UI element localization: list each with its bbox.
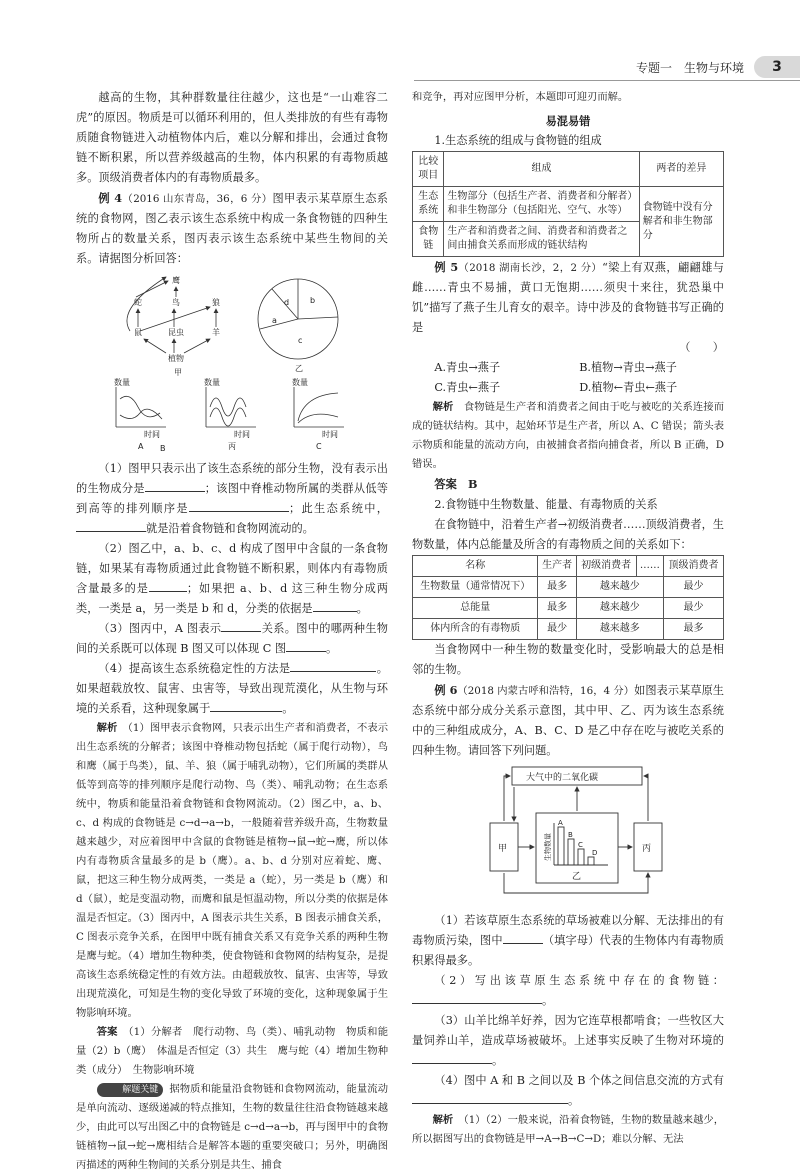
question-1: （1）图甲只表示出了该生态系统的部分生物，没有表示出的生物成分是 ；该图中脊椎动物所属的类群从低等到高等的排列顺序是 ；此生态系统中，就是沿着食物链和食物网流动的。 bbox=[76, 462, 388, 535]
question-4: （4）提高该生态系统稳定性的方法是 。如果超载放牧、鼠害、虫害等，导致出现荒漠化，从生物与环境的关系看，这种现象属于 。 bbox=[76, 659, 388, 719]
relation-table: 名称 生产者 初级消费者 …… 顶级消费者 生物数量（通常情况下） 最多 越来越少 最少 总能量 最多 越来越少 最少 体内所含的有毒物质 最少 越来越多 最多 bbox=[412, 555, 724, 640]
svg-text:B: B bbox=[568, 831, 573, 839]
left-column bbox=[76, 88, 388, 1175]
ex6-question-3: （3）山羊比绵羊好养，因为它连草根都啃食；一些牧区大量饲养山羊，造成草场被破坏。上述事实反映了生物对环境的。 bbox=[412, 1014, 724, 1067]
ex6-question-1: （1）若该草原生态系统的草场被难以分解、无法排出的有毒物质污染，图中 （填字母）代表的生物体内有毒物质积累得最多。 bbox=[412, 914, 724, 967]
ex5-options bbox=[434, 358, 724, 398]
svg-text:大气中的二氧化碳: 大气中的二氧化碳 bbox=[526, 773, 599, 783]
example-4 bbox=[76, 188, 388, 269]
answer-paren: （ ） bbox=[679, 341, 724, 354]
svg-text:时间: 时间 bbox=[322, 430, 338, 439]
ex6-analysis: 解析 （1）（2）一般来说，沿着食物链，生物的数量越来越少，所以据图写出的食物链是甲→A→B→C→D；难以分解、无法 bbox=[412, 1114, 725, 1145]
svg-text:丙: 丙 bbox=[642, 844, 652, 854]
svg-text:数量: 数量 bbox=[114, 378, 130, 387]
option-d: D.植物←青虫←燕子 bbox=[579, 381, 678, 394]
example-label: 例 4 bbox=[98, 191, 123, 205]
svg-text:时间: 时间 bbox=[234, 430, 250, 439]
intro-paragraph: 越高的生物，其种群数量往往越少，这也是“一山难容二虎”的原因。物质是可以循环利用的，但人类排放的有些有毒物质随食物链进入动植物体内后，难以分解和排出，会通过食物链不断积累，所以营养级越高的生物，体内积累的有毒物质越多。顶级消费者体内的有毒物质最多。 bbox=[76, 91, 388, 184]
example-source: （2016 山东青岛，36，6 分） bbox=[122, 193, 273, 205]
svg-text:D: D bbox=[592, 849, 598, 857]
option-a: A.青虫→燕子 bbox=[434, 361, 501, 374]
svg-text:甲: 甲 bbox=[498, 844, 508, 854]
svg-text:a: a bbox=[272, 316, 277, 325]
node-rat: 鼠 bbox=[134, 328, 142, 337]
option-b: B.植物→青虫→燕子 bbox=[579, 361, 677, 374]
analysis: 解析 （1）图甲表示食物网，只表示出生产者和消费者，不表示出生态系统的分解者；该图中脊椎动物包括蛇（属于爬行动物），鸟和鹰（属于鸟类），鼠、羊、狼（属于哺乳动物），它们所属的类群从低等到高等的排列顺序是爬行动物、鸟（类）、哺乳动物；在生态系统中，物质和能量沿着食物链和食物网流动。（2）图乙中，a、b、c、d 构成的食物链是 c→d→a→b，一般随着营养级升高，生物数量越来越少，对应着图甲中含鼠的食物链是植物→鼠→蛇→鹰，所以体内有毒物质含量最多的是 b（鹰）。a、b、d 分别对应着蛇、鹰、鼠，把这三种生物分成两类，一类是 a（蛇），另一类是 b（鹰）和 d（鼠），蛇是变温动物，而鹰和鼠是恒温动物，所以分类的依据是体温是否恒定。（3）图丙中，A 图表示共生关系，B 图表示捕食关系，C 图表示竞争关系，在图甲中既有捕食关系又有竞争关系的两种生物是鹰与蛇。（4）增加生物种类，使食物链和食物网的结构复杂，是提高该生态系统稳定性的有效方法。由超载放牧、鼠害、虫害等，导致出现荒漠化，可知是生物的变化导致了环境的变化，这种现象属于生物影响环境。 bbox=[76, 722, 389, 1019]
question-3: （3）图丙中，A 图表示 关系。图中的哪两种生物间的关系既可以体现 B 图又可以体现 C 图 。 bbox=[76, 619, 388, 659]
node-snake: 蛇 bbox=[134, 298, 142, 307]
svg-text:生物数量: 生物数量 bbox=[544, 833, 552, 861]
example-text: 图甲表示某草原生态系统的食物网，图乙表示该生态系统中构成一条食物链的四种生物所占的数量关系，图丙表示该生态系统中某些生物间的关系。请据图分析回答： bbox=[76, 192, 388, 265]
svg-text:d: d bbox=[284, 298, 290, 307]
header-rule bbox=[414, 80, 800, 81]
node-eagle: 鹰 bbox=[172, 276, 180, 285]
ex6-question-4: （4）图中 A 和 B 之间以及 B 个体之间信息交流的方式有。 bbox=[412, 1071, 724, 1111]
svg-text:乙: 乙 bbox=[572, 872, 582, 882]
option-c: C.青虫←燕子 bbox=[434, 381, 501, 394]
right-column bbox=[412, 88, 724, 1149]
svg-text:B: B bbox=[160, 444, 166, 453]
example-5: 例 5（2018 湖南长沙，2，2 分）“梁上有双燕，翩翩雄与雌……青虫不易捕，黄口无饱期……须臾十来往，犹恐巢中饥”描写了燕子生儿育女的艰辛。诗中涉及的食物链书写正确的是 bbox=[412, 260, 724, 334]
svg-text:数量: 数量 bbox=[292, 378, 308, 387]
key-badge: 解题关键 bbox=[97, 1083, 164, 1097]
subsection-1: 1.生态系统的组成与食物链的组成 bbox=[434, 134, 602, 147]
page-header bbox=[636, 56, 800, 78]
node-bird: 鸟 bbox=[172, 298, 180, 307]
key-point: 解题关键 据物质和能量沿食物链和食物网流动，能量流动是单向流动、逐级递减的特点推知，生物的数量往往沿食物链越来越少，由此可以写出图乙中的食物链是 c→d→a→b，再与图甲中的食物链植物→鼠→蛇→鹰相结合是解答本题的重要突破口；另外，明确图丙描述的两种生物间的关系分别是共生、捕食 bbox=[76, 1083, 388, 1171]
page-number: 3 bbox=[754, 56, 800, 78]
continued-text: 和竞争，再对应图甲分析，本题即可迎刃而解。 bbox=[412, 91, 629, 103]
ex4-figure bbox=[76, 269, 388, 459]
svg-text:数量: 数量 bbox=[204, 378, 220, 387]
example-6: 例 6（2018 内蒙古呼和浩特，16，4 分）如图表示某草原生态系统中部分成分关系示意图，其中甲、乙、丙为该生态系统中的三种组成成分，A、B、C、D 是乙中存在吃与被吃关系的四种生物。请回答下列问题。 bbox=[412, 683, 724, 757]
section-title: 易混易错 bbox=[545, 114, 591, 128]
label-jia: 甲 bbox=[174, 368, 182, 377]
svg-text:丙: 丙 bbox=[228, 442, 236, 451]
ex5-analysis: 解析 食物链是生产者和消费者之间由于吃与被吃的关系连接而成的链状结构。其中，起始环节是生产者，所以 A、C 错误；箭头表示物质和能量的流动方向，由被捕食者指向捕食者，所以 B 正确，D 错误。 bbox=[412, 401, 725, 470]
node-sheep: 羊 bbox=[212, 328, 220, 337]
node-insect: 昆虫 bbox=[168, 328, 184, 337]
svg-text:C: C bbox=[316, 442, 322, 451]
svg-text:C: C bbox=[578, 841, 583, 849]
label-yi: 乙 bbox=[295, 364, 303, 373]
question-2: （2）图乙中，a、b、c、d 构成了图甲中含鼠的一条食物链，如果某有毒物质通过此食物链不断积累，则体内有毒物质含量最多的是 ；如果把 a、b、d 这三种生物分成两类，一类是 a，另一类是 b 和 d，分类的依据是 。 bbox=[76, 542, 388, 615]
subsection-2: 2.食物链中生物数量、能量、有毒物质的关系 bbox=[434, 498, 658, 511]
ex6-figure bbox=[412, 761, 724, 911]
svg-text:时间: 时间 bbox=[144, 430, 160, 439]
comparison-table: 比较项目 组成 两者的差异 生态系统 生物部分（包括生产者、消费者和分解者）和非生物部分（包括阳光、空气、水等） 食物链中没有分解者和非生物部分 食物链 生产者和消费者之间、消费者和消费者之间由捕食关系而形成的链状结构 bbox=[412, 151, 724, 257]
svg-text:A: A bbox=[558, 819, 563, 827]
svg-text:A: A bbox=[138, 442, 144, 451]
relation-intro: 在食物链中，沿着生产者→初级消费者……顶级消费者，生物数量，体内总能量及所含的有毒物质之间的关系如下： bbox=[412, 518, 724, 551]
relation-note: 当食物网中一种生物的数量变化时，受影响最大的总是相邻的生物。 bbox=[412, 643, 724, 676]
header-topic: 专题一 生物与环境 bbox=[635, 60, 744, 75]
answer: 答案 （1）分解者 爬行动物、鸟（类）、哺乳动物 物质和能量（2）b（鹰） 体温是否恒定（3）共生 鹰与蛇（4）增加生物种类（成分） 生物影响环境 bbox=[76, 1026, 389, 1076]
ex5-answer: 答案 B bbox=[434, 477, 478, 491]
ex6-question-2: （2）写出该草原生态系统中存在的食物链：。 bbox=[412, 971, 724, 1011]
node-plant: 植物 bbox=[168, 354, 184, 363]
node-wolf: 狼 bbox=[212, 298, 220, 307]
svg-text:c: c bbox=[298, 336, 303, 345]
svg-text:b: b bbox=[310, 296, 316, 305]
